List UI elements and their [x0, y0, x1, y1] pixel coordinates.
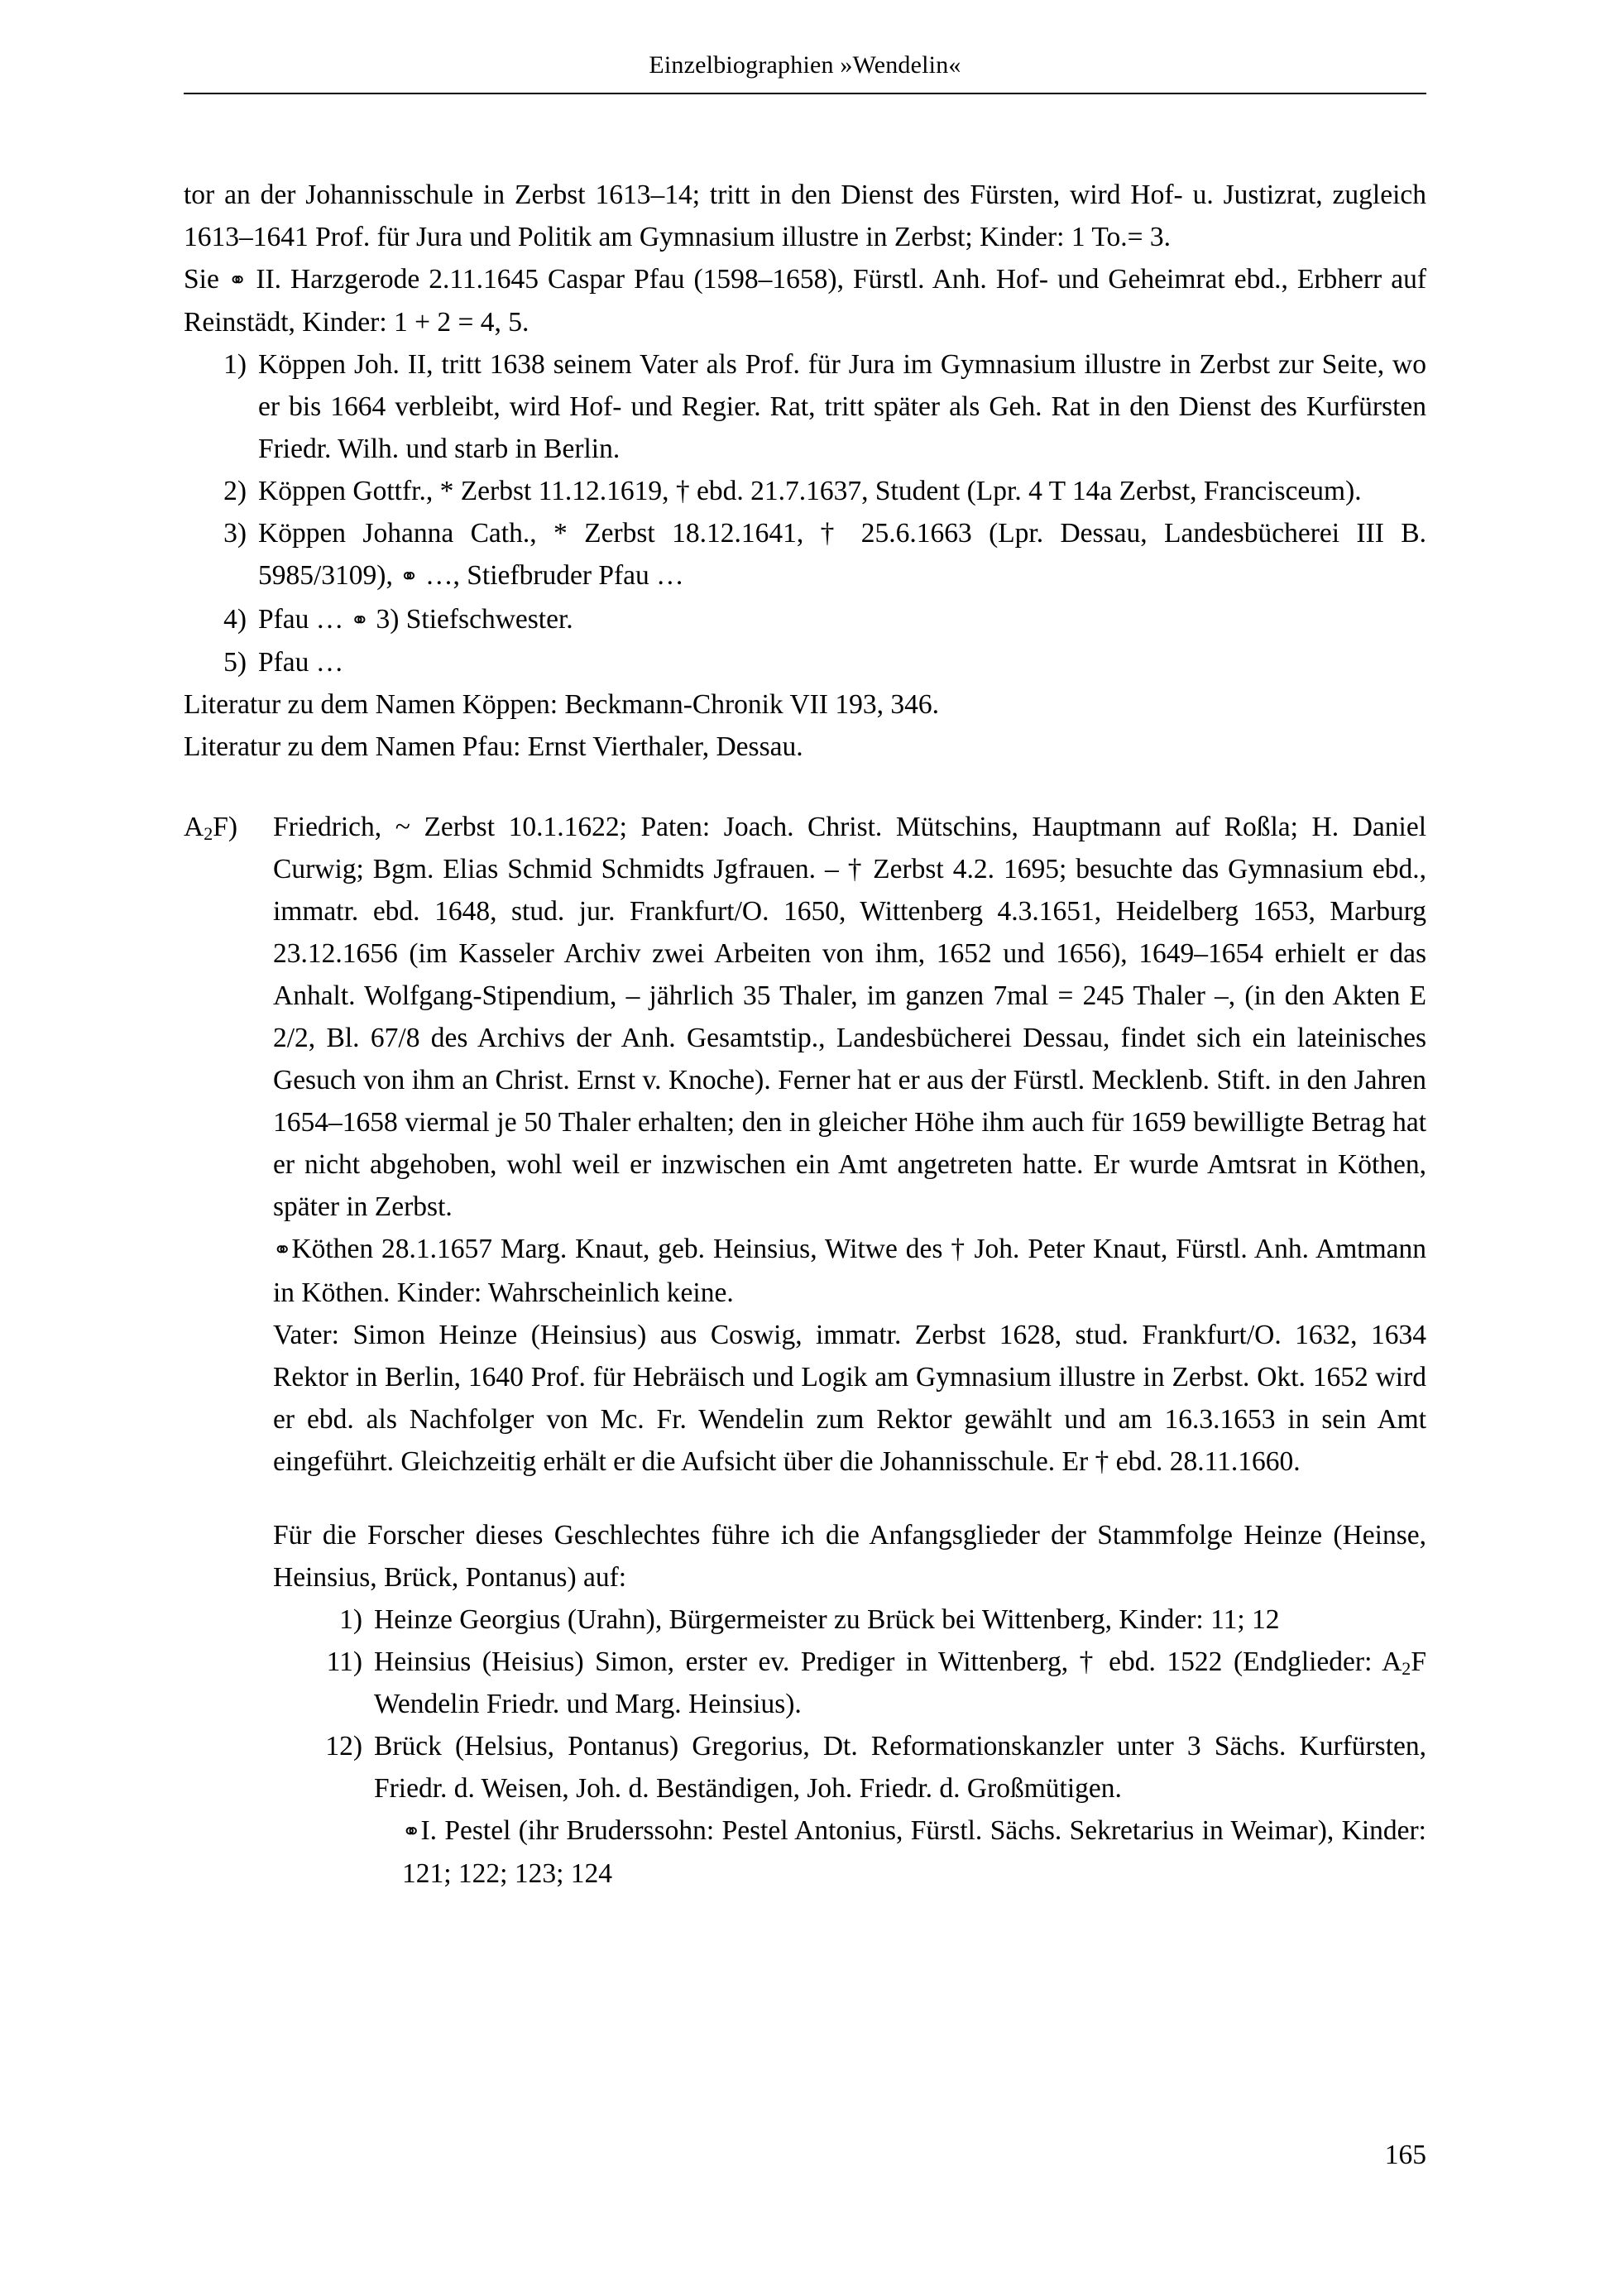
list-item-text-part2: F Wendelin Friedr. und Marg. Heinsius). — [374, 1646, 1426, 1719]
list-item — [184, 512, 1426, 597]
list-item-marker: 3) — [223, 518, 247, 549]
list-item-text-suffix: 3) Stiefschwester. — [369, 603, 573, 635]
marriage-icon: ⚭ — [402, 1819, 421, 1845]
list-item-text — [374, 1725, 1426, 1895]
children-list — [184, 343, 1426, 683]
list-item-text-prefix: Pfau … — [258, 603, 351, 635]
list-item-text: Köppen Gottfr., * Zerbst 11.12.1619, † ebd. 21.7.1637, Student (Lpr. 4 T 14a Zerbst, Francisceum). — [258, 476, 1362, 507]
list-item-marker: 1) — [339, 1603, 362, 1635]
list-item-marker: 2) — [223, 476, 247, 507]
list-item-marker: 4) — [223, 603, 247, 635]
lineage-intro: Für die Forscher dieses Geschlechtes führe ich die Anfangsglieder der Stammfolge Heinze (Heinse, Heinsius, Brück, Pontanus) auf: — [273, 1519, 1426, 1593]
list-item-sub-line-text: I. Pestel (ihr Bruderssohn: Pestel Antonius, Fürstl. Sächs. Sekretarius in Weimar), Kinder: 121; 122; 123; 124 — [402, 1814, 1426, 1890]
list-item-text: Heinze Georgius (Urahn), Bürgermeister zu Brück bei Wittenberg, Kinder: 11; 12 — [374, 1603, 1280, 1635]
entry-label-main: A — [184, 812, 204, 843]
second-marriage-text: II. Harzgerode 2.11.1645 Caspar Pfau (1598–1658), Fürstl. Anh. Hof- und Geheimrat ebd., Erbherr auf Reinstädt, Kinder: 1 + 2 = 4, 5. — [184, 264, 1427, 338]
second-marriage-prefix: Sie — [184, 264, 228, 295]
list-item-marker: 1) — [223, 349, 247, 381]
list-item-text-suffix: …, Stiefbruder Pfau … — [418, 560, 684, 592]
paragraph-continued-intro-text: tor an der Johannisschule in Zerbst 1613–14; tritt in den Dienst des Fürsten, wird Hof- u. Justizrat, zugleich 1613–1641 Prof. für Jura und Politik am Gymnasium illustre in Zerbst; Kinder: 1 To.= 3. — [184, 180, 1426, 252]
list-item-subscript: 2 — [1402, 1657, 1411, 1679]
entry-a2f — [184, 806, 1426, 1895]
marriage-icon: ⚭ — [350, 607, 370, 634]
paragraph-continued-intro — [184, 174, 1426, 258]
entry-a2f-marriage-line — [273, 1228, 1426, 1313]
lineage-list — [273, 1599, 1426, 1895]
body-text-block — [184, 174, 1426, 1895]
entry-label-subscript: 2 — [204, 823, 213, 845]
list-item-text: Köppen Joh. II, tritt 1638 seinem Vater als Prof. für Jura im Gymnasium illustre in Zerbst zur Seite, wo er bis 1664 verbleibt, wird Hof- und Regier. Rat, tritt später als Geh. Rat in den Dienst des Kurfürsten Friedr. Wilh. und starb in Berlin. — [258, 349, 1426, 465]
list-item-marker: 5) — [223, 647, 247, 678]
header-rule — [184, 93, 1426, 94]
entry-a2f-body: Friedrich, ~ Zerbst 10.1.1622; Paten: Joach. Christ. Mütschins, Hauptmann auf Roßla; H. Daniel Curwig; Bgm. Elias Schmid Schmidts Jgfrauen. – † Zerbst 4.2. 1695; besuchte das Gymnasium ebd., immatr. ebd. 1648, stud. jur. Frankfurt/O. 1650, Wittenberg 4.3.1651, Heidelberg 1653, Marburg 23.12.1656 (im Kasseler Archiv zwei Arbeiten von ihm, 1652 und 1656), 1649–1654 erhielt er das Anhalt. Wolfgang-Stipendium, – jährlich 35 Thaler, im ganzen 7mal = 245 Thaler –, (in den Akten E 2/2, Bl. 67/8 des Archivs der Anh. Gesamtstip., Landesbücherei Dessau, findet sich ein lateinisches Gesuch von ihm an Christ. Ernst v. Knoche). Ferner hat er aus der Fürstl. Mecklenb. Stift. in den Jahren 1654–1658 viermal je 50 Thaler erhalten; den in gleicher Höhe ihm auch für 1659 bewilligte Betrag hat er nicht abgehoben, wohl weil er inzwischen ein Amt angetreten hatte. Er wurde Amtsrat in Köthen, später in Zerbst. — [273, 812, 1426, 1223]
list-item-text — [258, 598, 1426, 641]
list-item — [273, 1641, 1426, 1725]
marriage-icon: ⚭ — [400, 563, 419, 590]
entry-a2f-label — [184, 806, 273, 1228]
list-item-text: Pfau … — [258, 647, 344, 678]
list-item — [184, 343, 1426, 470]
marriage-icon: ⚭ — [273, 1237, 292, 1263]
paragraph-gap — [273, 1483, 1426, 1514]
list-item — [184, 470, 1426, 512]
list-item — [273, 1599, 1426, 1641]
literature-pfau: Literatur zu dem Namen Pfau: Ernst Vierthaler, Dessau. — [184, 731, 803, 763]
entry-a2f-row — [184, 806, 1426, 1228]
list-item-text — [258, 512, 1426, 597]
list-item-text — [374, 1641, 1426, 1725]
list-item-marker: 12) — [325, 1730, 362, 1762]
list-item — [184, 641, 1426, 683]
list-item — [273, 1725, 1426, 1895]
list-item-main-text: Brück (Helsius, Pontanus) Gregorius, Dt. Reformationskanzler unter 3 Sächs. Kurfürsten, Friedr. d. Weisen, Joh. d. Beständigen, Joh. Friedr. d. Großmütigen. — [374, 1730, 1426, 1804]
paragraph-second-marriage — [184, 258, 1426, 343]
list-item-marker: 11) — [326, 1646, 362, 1677]
list-item — [184, 598, 1426, 641]
page-number: 165 — [1384, 2140, 1426, 2170]
literature-koeppen: Literatur zu dem Namen Köppen: Beckmann-Chronik VII 193, 346. — [184, 689, 939, 721]
list-item-text-prefix: Köppen Johanna Cath., * Zerbst 18.12.1641, † 25.6.1663 (Lpr. Dessau, Landesbücherei III B. 5985/3109), — [258, 518, 1426, 592]
list-item-sub-line — [374, 1809, 1426, 1895]
entry-a2f-father-line: Vater: Simon Heinze (Heinsius) aus Coswig, immatr. Zerbst 1628, stud. Frankfurt/O. 1632, 1634 Rektor in Berlin, 1640 Prof. für Hebräisch und Logik am Gymnasium illustre in Zerbst. Okt. 1652 wird er ebd. als Nachfolger von Mc. Fr. Wendelin zum Rektor gewählt und am 16.3.1653 in sein Amt eingeführt. Gleichzeitig erhält er die Aufsicht über die Johannisschule. Er † ebd. 28.11.1660. — [273, 1319, 1426, 1477]
section-gap — [184, 768, 1426, 806]
running-head: Einzelbiographien »Wendelin« — [649, 51, 961, 79]
list-item-text-part1: Heinsius (Heisius) Simon, erster ev. Prediger in Wittenberg, † ebd. 1522 (Endglieder: A — [374, 1646, 1402, 1677]
entry-label-rest: F) — [213, 812, 238, 843]
entry-a2f-marriage-text: Köthen 28.1.1657 Marg. Knaut, geb. Heinsius, Witwe des † Joh. Peter Knaut, Fürstl. Anh. Amtmann in Köthen. Kinder: Wahrscheinlich keine. — [273, 1234, 1426, 1308]
marriage-icon: ⚭ — [228, 267, 247, 294]
